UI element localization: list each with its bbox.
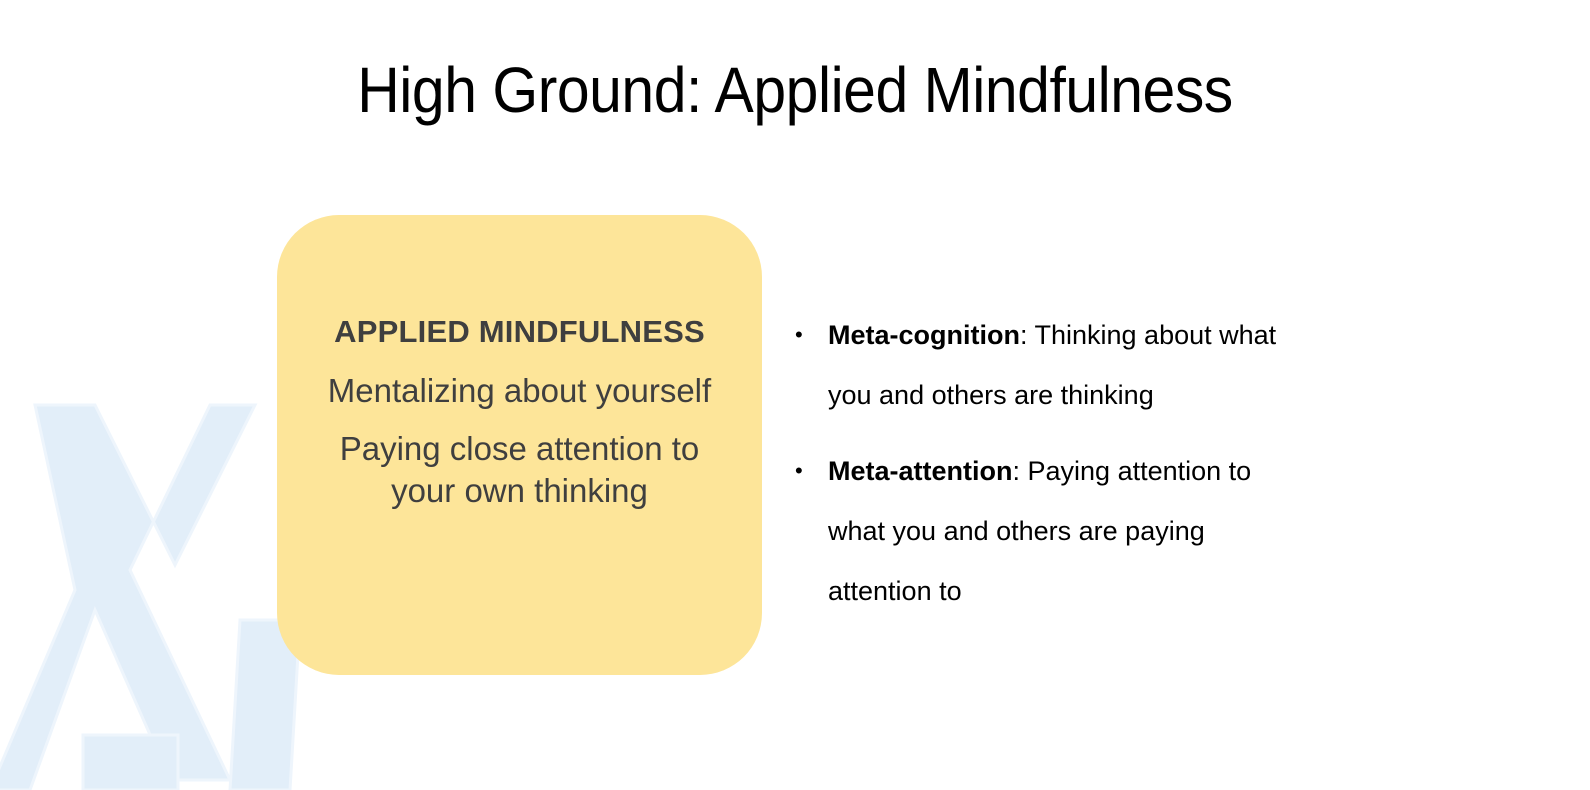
bullet-term: Meta-attention [828,456,1013,486]
definition-list [795,305,1315,637]
bullet-term: Meta-cognition [828,320,1020,350]
applied-mindfulness-card [277,215,762,675]
card-line-attention: Paying close attention to your own thinking [339,430,700,509]
bullet-icon: • [795,322,803,347]
card-heading: APPLIED MINDFULNESS [334,314,705,349]
bullet-item-meta-attention [795,441,1315,621]
bullet-text: Paying attention to what you and others are paying attention to [828,456,1252,606]
bullet-separator: : [1019,320,1035,350]
card-line-mentalizing: Mentalizing about yourself [327,372,712,409]
bullet-separator: : [1012,456,1028,486]
bullet-item-meta-cognition [795,305,1315,425]
slide-title: High Ground: Applied Mindfulness [357,54,1233,126]
bullet-icon: • [795,458,803,483]
bullet-text: Thinking about what you and others are thinking [828,320,1277,410]
